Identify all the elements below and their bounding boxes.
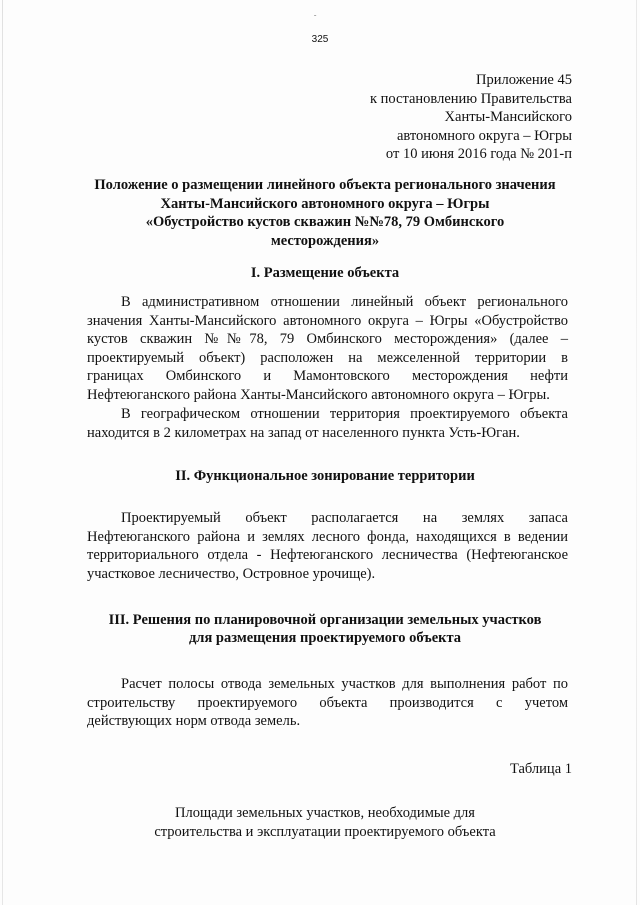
section-2-paragraph (87, 509, 568, 583)
section-3-heading-line-2: для размещения проектируемого объекта (188, 630, 462, 646)
appendix-line: от 10 июня 2016 года № 201-п (385, 146, 572, 163)
appendix-line: Ханты-Мансийского (444, 109, 572, 126)
scan-edge-right (636, 0, 637, 905)
appendix-line: Приложение 45 (476, 72, 572, 88)
table-label: Таблица 1 (509, 761, 572, 777)
section-2-heading: II. Функциональное зонирование территории (175, 468, 475, 484)
paragraph-line: находится в 2 километрах на запад от населенного пункта Усть-Юган. (87, 424, 520, 441)
title-line: месторождения» (270, 232, 380, 249)
paragraph-line: Расчет полосы отвода земельных участков для выполнения работ по (121, 676, 568, 692)
paragraph-line: границах Омбинского и Мамонтовского месторождения нефти (87, 368, 568, 385)
page-number: 325 (311, 34, 329, 45)
scan-edge-left (2, 0, 3, 905)
paragraph-line: участковое лесничество, Островное урочище). (87, 565, 376, 582)
table-caption (60, 804, 590, 841)
scan-mark: ˆ (314, 14, 317, 22)
section-3-paragraph (87, 675, 568, 731)
paragraph-line: территориального отдела - Нефтеюганского лесничества (Нефтеюганское (87, 547, 568, 564)
caption-line: Площади земельных участков, необходимые для (175, 805, 475, 821)
paragraph-line: В административном отношении линейный объект регионального (121, 294, 568, 310)
paragraph-line: Нефтеюганского района Ханты-Мансийского автономного округа – Югры. (87, 386, 550, 403)
section-3-heading-line-1: III. Решения по планировочной организации земельных участков (108, 612, 542, 628)
section-1-heading: I. Размещение объекта (250, 265, 400, 281)
section-1-paragraph-2 (87, 405, 568, 442)
paragraph-line: кустов скважин №№78, 79 Омбинского месторождения» (далее – (87, 331, 568, 348)
appendix-line: автономного округа – Югры (396, 127, 572, 144)
title-line: Ханты-Мансийского автономного округа – Югры (160, 195, 490, 212)
paragraph-line: В географическом отношении территория проектируемого объекта (121, 406, 568, 422)
appendix-line: к постановлению Правительства (370, 90, 572, 107)
paragraph-line: действующих норм отвода земель. (87, 713, 301, 730)
paragraph-line: Проектируемый объект располагается на землях запаса (121, 510, 568, 526)
caption-line: строительства и эксплуатации проектируемого объекта (154, 823, 496, 840)
title-line: «Обустройство кустов скважин №№78, 79 Омбинского (145, 214, 505, 230)
paragraph-line: Нефтеюганского района и землях лесного фонда, находящихся в ведении (87, 528, 568, 545)
title-line: Положение о размещении линейного объекта регионального значения (94, 177, 556, 193)
paragraph-line: проектируемый объект) расположен на межселенной территории в (87, 349, 568, 366)
document-title (60, 176, 590, 250)
paragraph-line: строительству проектируемого объекта производится с учетом (87, 694, 568, 711)
section-1-paragraph-1 (87, 293, 568, 405)
appendix-block (370, 71, 572, 164)
paragraph-line: значения Ханты-Мансийского автономного округа – Югры «Обустройство (87, 312, 568, 329)
